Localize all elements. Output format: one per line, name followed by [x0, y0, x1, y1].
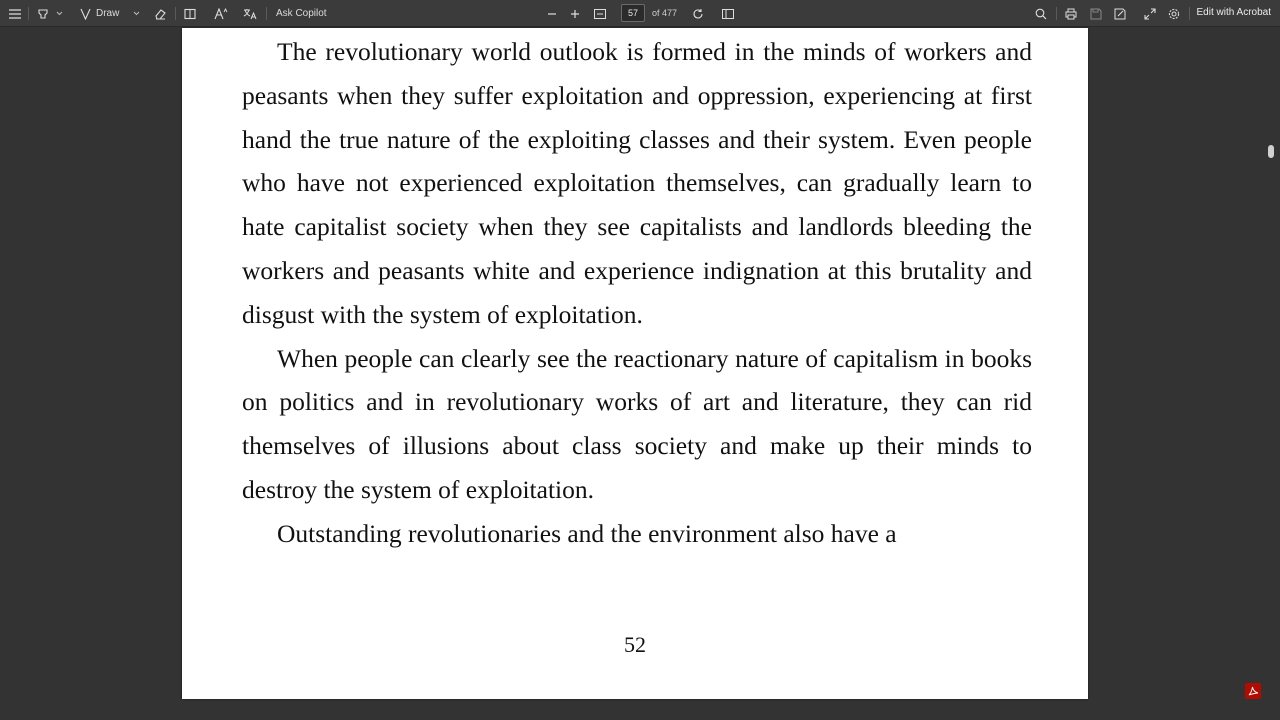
draw-button[interactable]: [80, 5, 126, 22]
toolbar-divider: [28, 7, 29, 20]
search-icon[interactable]: [1034, 5, 1048, 22]
zoom-in-icon[interactable]: [568, 5, 582, 22]
paragraph: The revolutionary world outlook is formed in the minds of workers and peasants when they suffer exploitation and oppression, experiencing at first hand the true nature of the exploiting classes and their system. Even people who have not experienced exploitation themselves, can gradually learn to hate capitalist society when they see capitalists and landlords bleeding the workers and peasants white and experience indignation at this brutality and disgust with the system of exploitation.: [242, 37, 1032, 329]
print-icon[interactable]: [1064, 5, 1078, 22]
gear-icon[interactable]: [1167, 5, 1181, 22]
eraser-icon[interactable]: [153, 5, 167, 22]
page-view-icon[interactable]: [721, 5, 735, 22]
read-view-icon[interactable]: [183, 5, 197, 22]
fit-page-icon[interactable]: [593, 5, 607, 22]
chevron-down-icon[interactable]: [131, 5, 141, 22]
translate-icon[interactable]: [242, 5, 258, 22]
pdf-page: [182, 28, 1088, 699]
paragraph: When people can clearly see the reactionary nature of capitalism in books on politics and in revolutionary works of art and literature, they can rid themselves of illusions about class society and make up their minds to destroy the system of exploitation.: [242, 343, 1032, 504]
text-aa-icon[interactable]: [213, 5, 229, 22]
page-text: [242, 30, 1032, 556]
rotate-icon[interactable]: [691, 5, 705, 22]
save-icon[interactable]: [1089, 5, 1103, 22]
highlighter-icon[interactable]: [36, 5, 50, 22]
toolbar-divider: [1189, 7, 1190, 20]
document-viewer: [0, 28, 1280, 720]
toolbar-divider: [1056, 7, 1057, 20]
save-as-icon[interactable]: [1113, 5, 1127, 22]
menu-icon[interactable]: [8, 5, 22, 22]
ask-copilot-button[interactable]: [276, 5, 328, 22]
scrollbar-thumb[interactable]: [1268, 145, 1274, 158]
fullscreen-icon[interactable]: [1143, 5, 1157, 22]
edit-with-acrobat-button[interactable]: Edit with Acrobat: [1196, 7, 1271, 18]
acrobat-icon[interactable]: [1245, 683, 1261, 699]
ask-copilot-label: Ask Copilot: [276, 8, 327, 19]
page-number-input[interactable]: 57: [621, 4, 645, 22]
draw-label: Draw: [96, 8, 120, 19]
zoom-out-icon[interactable]: [545, 5, 559, 22]
toolbar-divider: [175, 7, 176, 20]
chevron-down-icon[interactable]: [54, 5, 64, 22]
page-number: 52: [624, 632, 646, 657]
paragraph: Outstanding revolutionaries and the environment also have a: [277, 518, 897, 548]
page-total-label: of 477: [652, 8, 678, 18]
draw-pen-icon: [80, 8, 91, 20]
toolbar-divider: [266, 7, 267, 20]
toolbar: [0, 0, 1280, 27]
